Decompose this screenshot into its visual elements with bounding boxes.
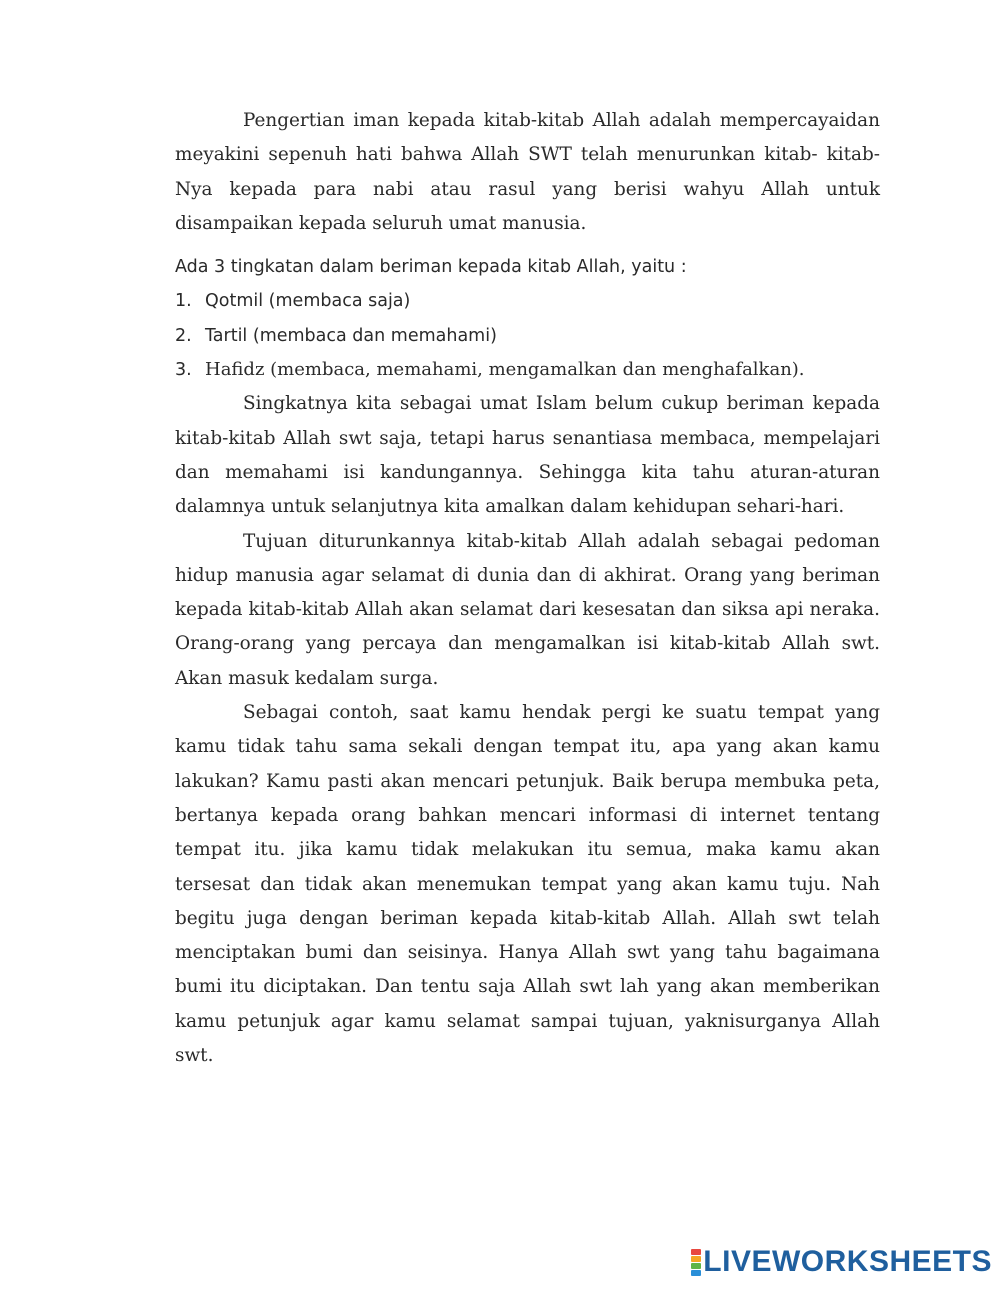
logo-text: LIVEWORKSHEETS <box>703 1245 992 1278</box>
paragraph-purpose: Tujuan diturunkannya kitab-kitab Allah adalah sebagai pedoman hidup manusia agar selamat di dunia dan di akhirat. Orang yang beriman kepada kitab-kitab Allah akan selamat dari kesesatan dan siksa api neraka. Orang-orang yang percaya dan mengamalkan isi kitab-kitab Allah swt. Akan masuk kedalam surga. <box>175 530 880 689</box>
levels-list <box>175 284 880 387</box>
list-number: 1. <box>175 291 192 312</box>
logo-block <box>691 1263 701 1269</box>
paragraph-definition: Pengertian iman kepada kitab-kitab Allah adalah mempercayaidan meyakini sepenuh hati bahwa Allah SWT telah menurunkan kitab- kitab-Nya kepada para nabi atau rasul yang berisi wahyu Allah untuk disampaikan kepada seluruh umat manusia. <box>175 110 880 234</box>
list-item <box>175 353 880 387</box>
list-item <box>175 284 880 318</box>
list-item-text: Tartil (membaca dan memahami) <box>205 325 497 346</box>
list-number: 3. <box>175 360 192 381</box>
logo-block <box>691 1270 701 1276</box>
paragraph-summary: Singkatnya kita sebagai umat Islam belum cukup beriman kepada kitab-kitab Allah swt saja, tetapi harus senantiasa membaca, mempelajari dan memahami isi kandungannya. Sehingga kita tahu aturan-aturan dalamnya untuk selanjutnya kita amalkan dalam kehidupan sehari-hari. <box>175 393 880 518</box>
list-item <box>175 319 880 353</box>
levels-intro: Ada 3 tingkatan dalam beriman kepada kitab Allah, yaitu : <box>175 257 687 278</box>
logo-block <box>691 1256 701 1262</box>
logo-mark-icon <box>691 1249 701 1276</box>
list-item-text: Qotmil (membaca saja) <box>205 291 411 312</box>
list-item-text: Hafidz (membaca, memahami, mengamalkan dan menghafalkan). <box>205 359 805 381</box>
paragraph-example: Sebagai contoh, saat kamu hendak pergi ke suatu tempat yang kamu tidak tahu sama sekali dengan tempat itu, apa yang akan kamu lakukan? Kamu pasti akan mencari petunjuk. Baik berupa membuka peta, bertanya kepada orang bahkan mencari informasi di internet tentang tempat itu. jika kamu tidak melakukan itu semua, maka kamu akan tersesat dan tidak akan menemukan tempat yang akan kamu tuju. Nah begitu juga dengan beriman kepada kitab-kitab Allah. Allah swt telah menciptakan bumi dan seisinya. Hanya Allah swt yang tahu bagaimana bumi itu diciptakan. Dan tentu saja Allah swt lah yang akan memberikan kamu petunjuk agar kamu selamat sampai tujuan, yaknisurganya Allah swt. <box>175 702 880 1067</box>
list-number: 2. <box>175 325 192 346</box>
liveworksheets-logo <box>691 1247 992 1277</box>
logo-block <box>691 1249 701 1255</box>
document-page <box>175 104 880 1073</box>
